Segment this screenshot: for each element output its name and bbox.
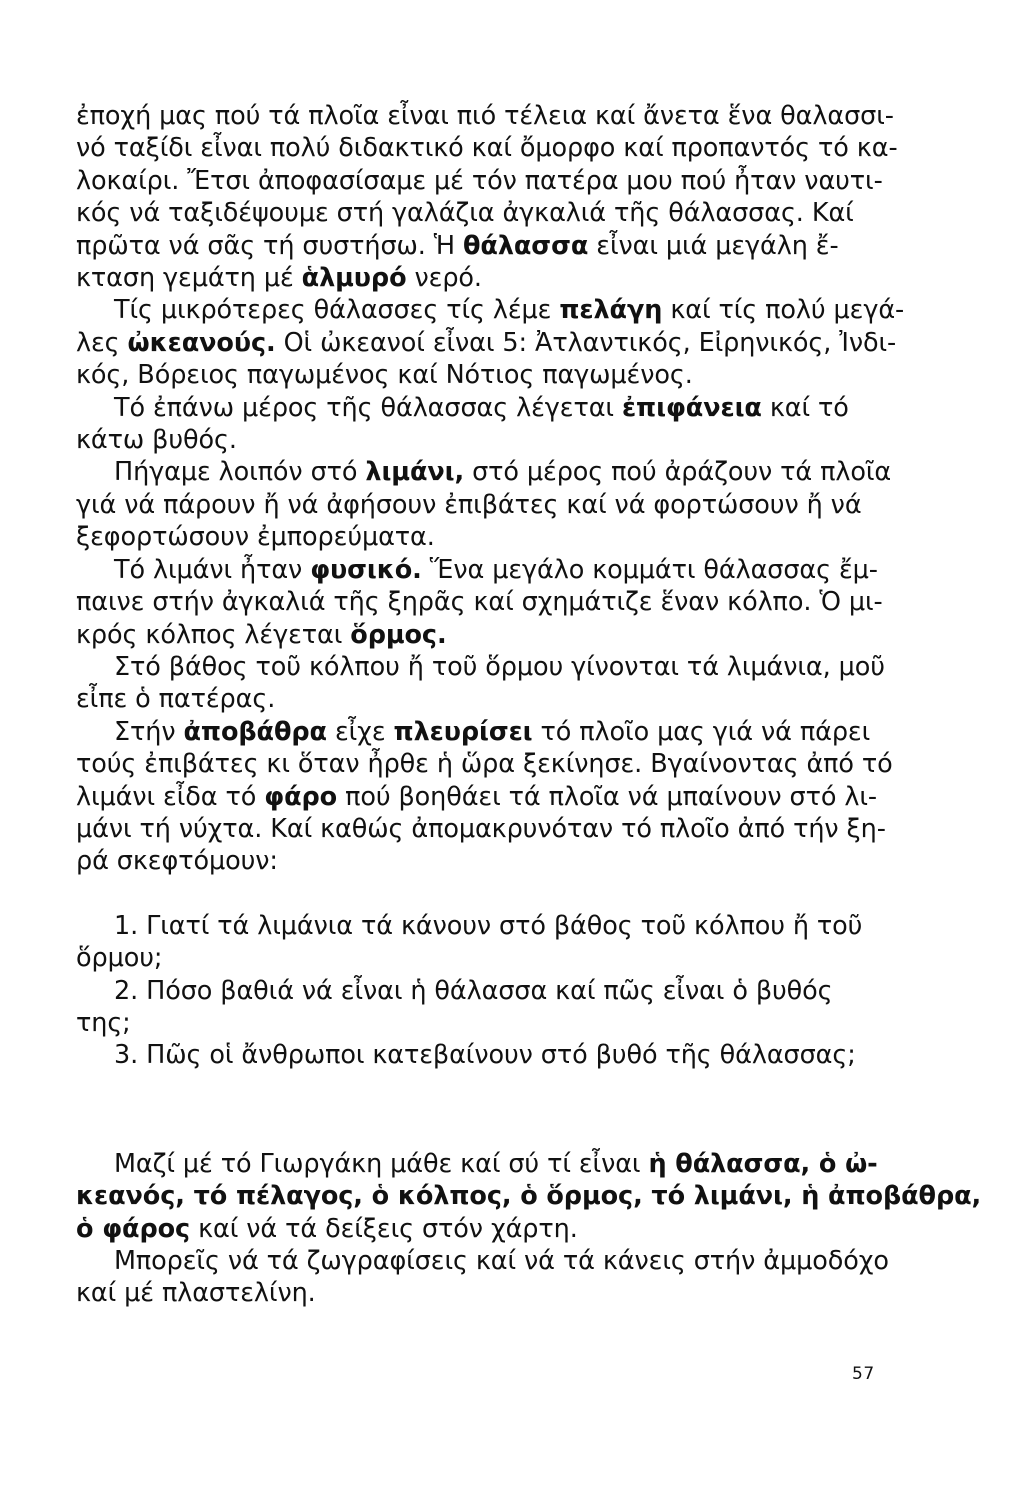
term-limani: λιμάνι,	[365, 457, 465, 488]
text-line: κταση γεμάτη μέ ἁλμυρό νερό.	[76, 263, 482, 294]
text-line: κός, Βόρειος παγωμένος καί Νότιος παγωμένος.	[76, 360, 693, 391]
term-thalassa: θάλασσα	[463, 230, 589, 261]
text-line: κός νά ταξιδέψουμε στή γαλάζια ἀγκαλιά τῆς θάλασσας. Καί	[76, 198, 854, 229]
text-line: Τίς μικρότερες θάλασσες τίς λέμε πελάγη καί τίς πολύ μεγά-	[114, 295, 905, 326]
terms-list: ἡ θάλασσα, ὁ ὠ-	[648, 1148, 878, 1179]
term-pelagi: πελάγη	[559, 295, 663, 326]
text-line: Στήν ἀποβάθρα εἶχε πλευρίσει τό πλοῖο μας γιά νά πάρει	[114, 716, 871, 747]
text-line: πρῶτα νά σᾶς τή συστήσω. Ἡ θάλασσα εἶναι μιά μεγάλη ἔ-	[76, 230, 839, 261]
text-line: νό ταξίδι εἶναι πολύ διδακτικό καί ὄμορφο καί προπαντός τό κα-	[76, 133, 898, 164]
term-epifaneia: ἐπιφάνεια	[621, 392, 762, 423]
text-line: μάνι τή νύχτα. Καί καθώς ἀπομακρυνόταν τό πλοῖο ἀπό τήν ξη-	[76, 813, 886, 844]
text-line: λοκαίρι. Ἔτσι ἀποφασίσαμε μέ τόν πατέρα μου πού ἦταν ναυτι-	[76, 165, 883, 196]
text-line: Μαζί μέ τό Γιωργάκη μάθε καί σύ τί εἶναι ἡ θάλασσα, ὁ ὠ-	[114, 1148, 878, 1179]
text-line: της;	[76, 1007, 131, 1038]
text-line: Μπορεῖς νά τά ζωγραφίσεις καί νά τά κάνεις στήν ἀμμοδόχο	[114, 1246, 889, 1276]
text-line: Πήγαμε λοιπόν στό λιμάνι, στό μέρος πού ἀράζουν τά πλοῖα	[114, 457, 892, 488]
text-line: κάτω βυθός.	[76, 425, 237, 456]
text-line: ὅρμου;	[76, 943, 163, 974]
text-line: λες ὠκεανούς. Οἱ ὠκεανοί εἶναι 5: Ἀτλαντικός, Εἰρηνικός, Ἰνδι-	[76, 327, 897, 358]
terms-list: κεανός, τό πέλαγος, ὁ κόλπος, ὁ ὅρμος, τό λιμάνι, ἡ ἀποβάθρα,	[76, 1181, 982, 1212]
text-line: εἶπε ὁ πατέρας.	[76, 684, 276, 715]
text-line: Τό λιμάνι ἦταν φυσικό. Ἕνα μεγάλο κομμάτι θάλασσας ἔμ-	[114, 554, 878, 585]
term-apovathra: ἀποβάθρα	[183, 716, 327, 747]
text-line: γιά νά πάρουν ἤ νά ἀφήσουν ἐπιβάτες καί νά φορτώσουν ἤ νά	[76, 489, 862, 520]
question-3: 3. Πῶς οἱ ἄνθρωποι κατεβαίνουν στό βυθό τῆς θάλασσας;	[114, 1040, 856, 1071]
term-faro: φάρο	[264, 781, 338, 812]
text-line: κρός κόλπος λέγεται ὅρμος.	[76, 619, 447, 650]
text-line: ξεφορτώσουν ἐμπορεύματα.	[76, 522, 435, 553]
text-line: ὁ φάρος καί νά τά δείξεις στόν χάρτη.	[76, 1213, 578, 1244]
text-line: Στό βάθος τοῦ κόλπου ἤ τοῦ ὅρμου γίνονται τά λιμάνια, μοῦ	[114, 651, 885, 682]
text-line: τούς ἐπιβάτες κι ὅταν ἦρθε ἡ ὥρα ξεκίνησε. Βγαίνοντας ἀπό τό	[76, 749, 893, 780]
term-fysiko: φυσικό.	[310, 554, 422, 585]
text-line	[76, 1180, 982, 1212]
term-pleurisei: πλευρίσει	[393, 716, 533, 747]
term-almyro: ἁλμυρό	[301, 263, 407, 294]
text-line: ἐποχή μας πού τά πλοῖα εἶναι πιό τέλεια καί ἄνετα ἕνα θαλασσι-	[76, 101, 894, 131]
term-okeanous: ὠκεανούς.	[127, 327, 276, 358]
term-faros: ὁ φάρος	[76, 1213, 191, 1244]
page-number: 57	[852, 1364, 875, 1384]
text-line: καί μέ πλαστελίνη.	[76, 1278, 316, 1309]
question-2: 2. Πόσο βαθιά νά εἶναι ἡ θάλασσα καί πῶς εἶναι ὁ βυθός	[114, 975, 833, 1006]
text-line: ρά σκεφτόμουν:	[76, 846, 278, 877]
text-line: παινε στήν ἀγκαλιά τῆς ξηρᾶς καί σχημάτιζε ἕναν κόλπο. Ὁ μι-	[76, 587, 883, 618]
term-ormos: ὅρμος.	[350, 619, 447, 650]
body-text	[76, 100, 982, 1310]
text-line: λιμάνι εἶδα τό φάρο πού βοηθάει τά πλοῖα νά μπαίνουν στό λι-	[76, 781, 877, 812]
question-1: 1. Γιατί τά λιμάνια τά κάνουν στό βάθος τοῦ κόλπου ἤ τοῦ	[114, 910, 863, 941]
text-line: Τό ἐπάνω μέρος τῆς θάλασσας λέγεται ἐπιφάνεια καί τό	[114, 392, 849, 423]
